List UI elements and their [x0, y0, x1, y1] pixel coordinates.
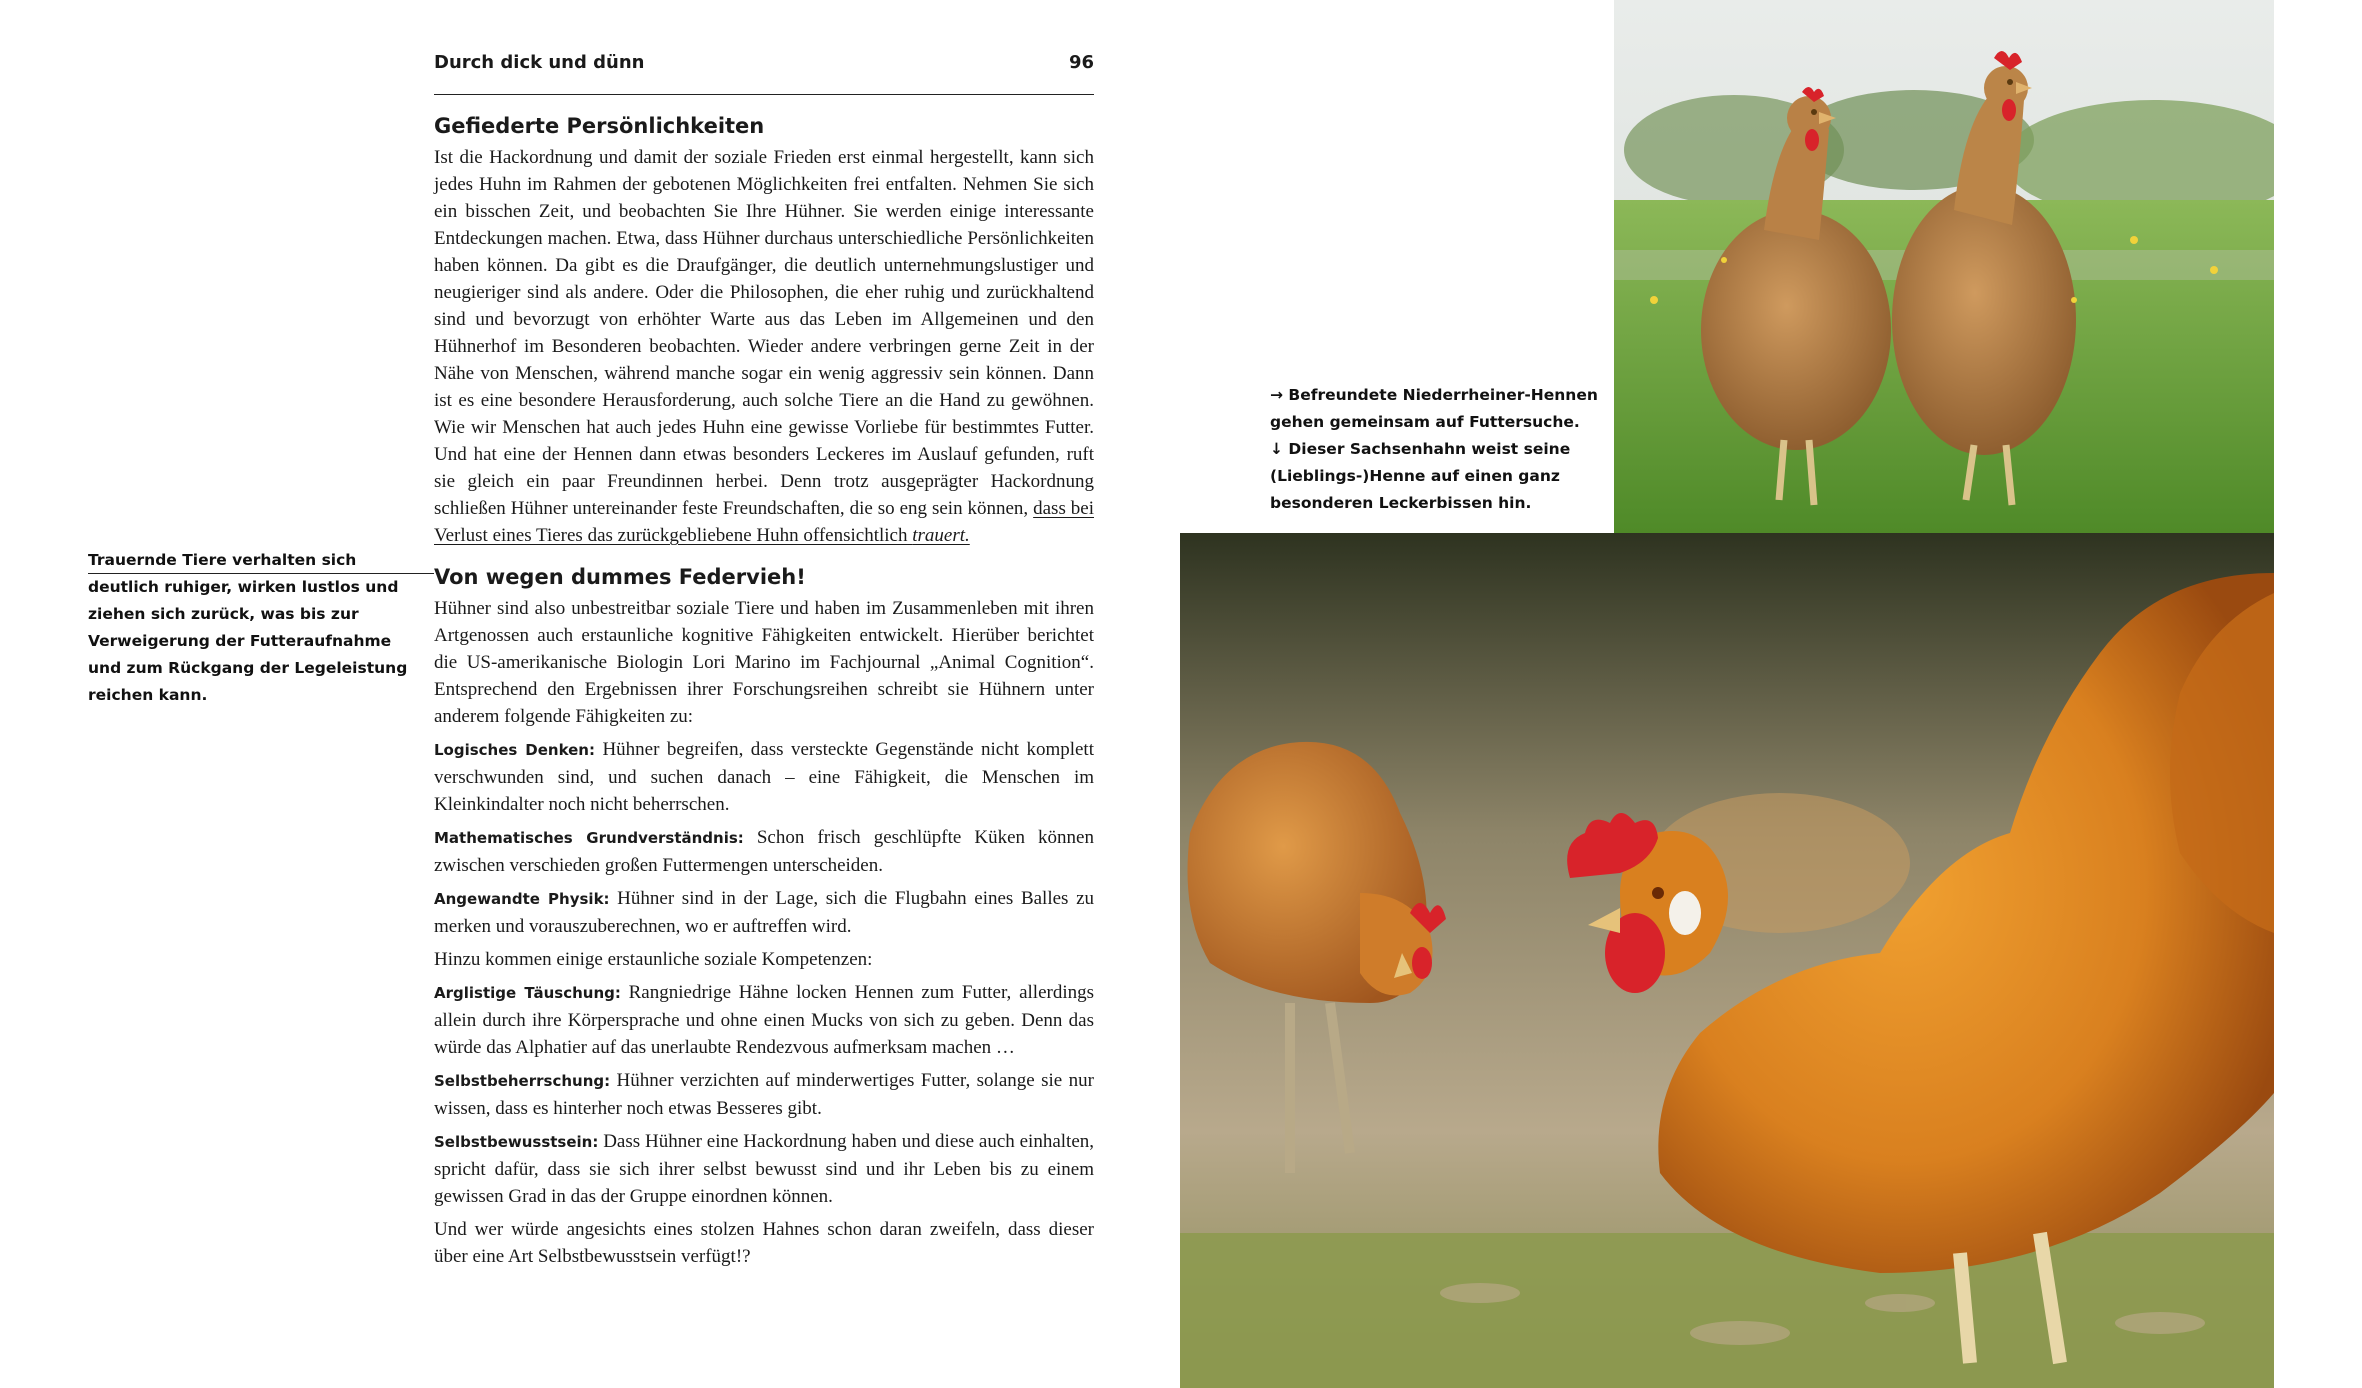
main-text-column	[434, 112, 1094, 1270]
ability-text: Hühner sind in der Lage, sich die Flugbahn eines Balles zu merken und vorauszuberechnen, wo er auftreffen wird.	[434, 888, 1094, 937]
running-head	[434, 50, 1094, 95]
rooster-illustration	[1180, 533, 2274, 1388]
competence-term: Selbstbewusstsein:	[434, 1133, 599, 1151]
social-intro: Hinzu kommen einige erstaunliche soziale Kompetenzen:	[434, 949, 873, 970]
competence-text: Dass Hühner eine Hackordnung haben und diese auch einhalten, spricht dafür, dass sie sich ihrer selbst bewusst sind und ihr Leben bis zu einem gewissen Grad in das der Gruppe einordnen können.	[434, 1131, 1094, 1207]
paragraph-intro: Hühner sind also unbestreitbar soziale Tiere und haben im Zusammenleben mit ihren Artgenossen auch erstaunliche kognitive Fähigkeiten entwickelt. Hierüber berichtet die US-amerikanische Biologin Lori Marino im Fachjournal „Animal Cognition“. Entsprechend den Ergebnissen ihrer Forschungsreihen schreibt sie Hühnern unter anderem folgende Fähigkeiten zu:	[434, 598, 1094, 727]
ability-item	[434, 885, 1094, 940]
competence-item	[434, 1128, 1094, 1210]
ability-term: Mathematisches Grundverständnis:	[434, 829, 744, 847]
competence-term: Arglistige Täuschung:	[434, 984, 621, 1002]
competence-item	[434, 1067, 1094, 1122]
emphasis-trauert: trauert.	[912, 525, 970, 546]
section-heading-federvieh: Von wegen dummes Federvieh!	[434, 565, 806, 589]
ability-item	[434, 736, 1094, 818]
paragraph-personalities-text: Ist die Hackordnung und damit der soziale Frieden erst einmal hergestellt, kann sich jedes Huhn im Rahmen der gebotenen Möglichkeiten frei entfalten. Nehmen Sie sich ein bisschen Zeit, und beobachten Sie Ihre Hühner. Sie werden einige interessante Entdeckungen machen. Etwa, dass Hühner durchaus unterschiedliche Persönlichkeiten haben können. Da gibt es die Draufgänger, die deutlich unternehmungslustiger und neugieriger sind als andere. Oder die Philosophen, die eher ruhig und zurückhaltend sind und bevorzugt von erhöhter Warte aus das Leben im Allgemeinen und den Hühnerhof im Besonderen beobachten. Wieder andere verbringen gerne Zeit in der Nähe von Menschen, während manche sogar ein wenig aggressiv sein können. Dann ist es eine besondere Herausforderung, auch solche Tiere an die Hand zu gewöhnen. Wie wir Menschen hat auch jedes Huhn eine gewisse Vorliebe für bestimmtes Futter. Und hat eine der Hennen dann etwas besonders Leckeres im Auslauf gefunden, ruft sie gleich ein paar Freundinnen herbei. Denn trotz ausgeprägter Hackordnung schließen Hühner untereinander feste Freundschaften, die so eng sein können,	[434, 147, 1094, 519]
caption-line-hens: → Befreundete Niederrheiner-Hennen gehen gemeinsam auf Futtersuche.	[1270, 386, 1598, 431]
competence-term: Selbstbeherrschung:	[434, 1072, 611, 1090]
paragraph-personalities	[434, 144, 1094, 549]
hens-illustration	[1614, 0, 2274, 533]
competence-item	[434, 979, 1094, 1061]
ability-text: Schon frisch geschlüpfte Küken können zwischen verschieden großen Futtermengen unterscheiden.	[434, 827, 1094, 876]
margin-note: Trauernde Tiere verhalten sich deutlich ruhiger, wirken lustlos und ziehen sich zurück, was bis zur Verweigerung der Futteraufnahme und zum Rückgang der Legeleistung reichen kann.	[88, 551, 408, 704]
photo-caption	[1270, 382, 1600, 517]
competence-text: Hühner verzichten auf minderwertiges Futter, solange sie nur wissen, dass es hinterher noch etwas Besseres gibt.	[434, 1070, 1094, 1119]
running-head-title: Durch dick und dünn	[434, 52, 645, 73]
ability-text: Hühner begreifen, dass versteckte Gegenstände nicht komplett verschwunden sind, und suchen danach – eine Fähigkeit, die Menschen im Kleinkindalter noch nicht beherrschen.	[434, 739, 1094, 815]
ability-term: Logisches Denken:	[434, 741, 595, 759]
photo-two-hens	[1614, 0, 2274, 533]
page-number: 96	[1068, 52, 1094, 73]
section-heading-personalities: Gefiederte Persönlichkeiten	[434, 114, 765, 138]
paragraph-last-line: dass bei Verlust eines Tieres das zurückgebliebene Huhn offensichtlich	[434, 498, 1094, 546]
competence-text: Rangniedrige Hähne locken Hennen zum Futter, allerdings allein durch ihre Körpersprache und ohne einen Mucks von sich zu geben. Denn das würde das Alphatier auf das unerlaubte Rendezvous aufmerksam machen …	[434, 982, 1095, 1058]
closing-paragraph: Und wer würde angesichts eines stolzen Hahnes schon daran zweifeln, dass dieser über eine Art Selbstbewusstsein verfügt!?	[434, 1219, 1094, 1267]
photo-rooster-and-hen	[1180, 533, 2274, 1388]
margin-note-rule	[88, 573, 434, 574]
ability-item	[434, 824, 1094, 879]
ability-term: Angewandte Physik:	[434, 890, 610, 908]
caption-line-rooster: ↓ Dieser Sachsenhahn weist seine (Lieblings-)Henne auf einen ganz besonderen Leckerbissen hin.	[1270, 440, 1571, 512]
